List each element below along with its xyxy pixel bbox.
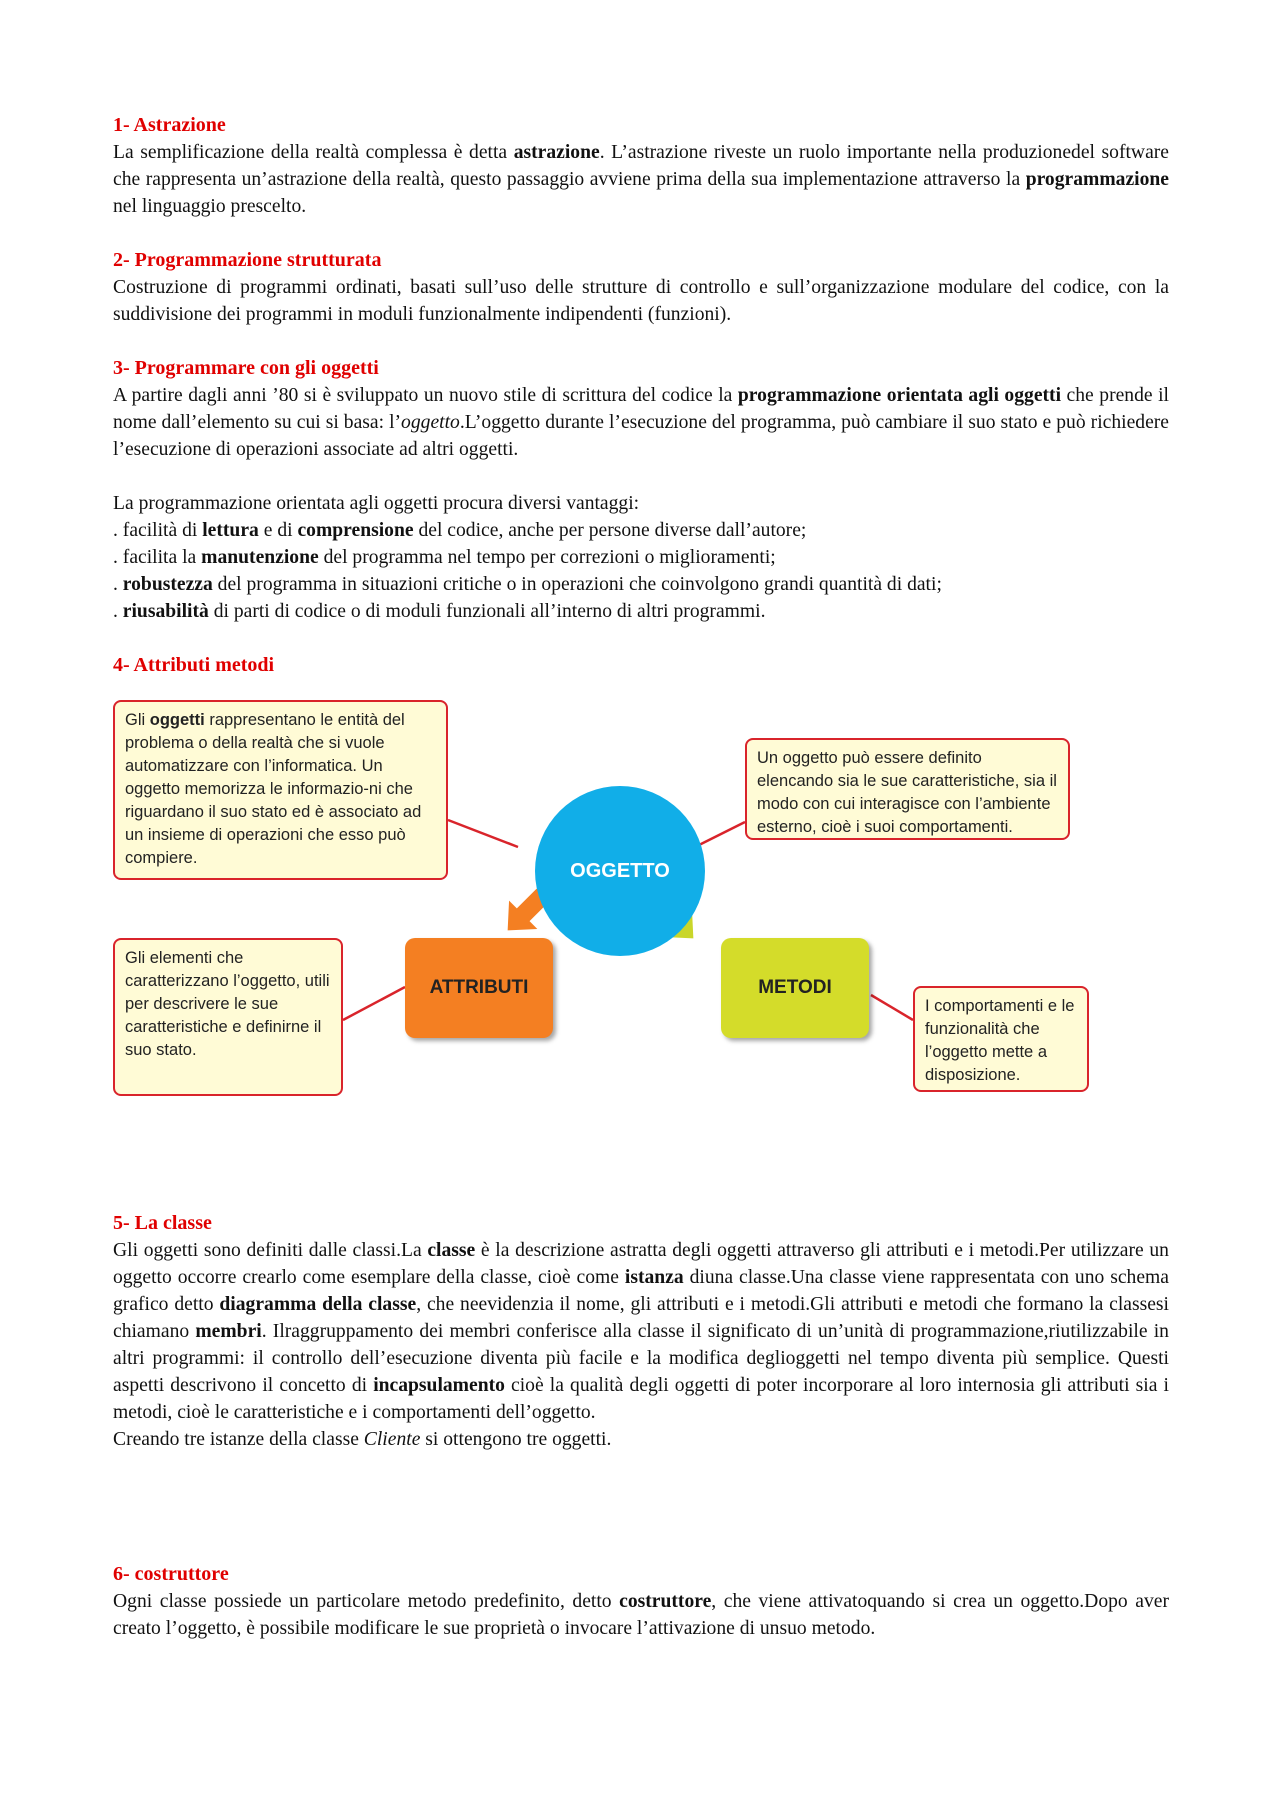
heading-programmare-oggetti: 3- Programmare con gli oggetti (113, 357, 379, 379)
connector-line (871, 995, 913, 1020)
node-attributi: ATTRIBUTI (405, 938, 553, 1038)
advantage-item: . robustezza del programma in situazioni critiche o in operazioni che coinvolgono grandi quantità di dati; (113, 574, 942, 595)
section-attributi-metodi (113, 652, 1169, 679)
heading-astrazione: 1- Astrazione (113, 114, 226, 136)
paragraph-la-classe: Gli oggetti sono definiti dalle classi.La classe è la descrizione astratta degli oggetti attraverso gli attributi e i metodi.Per utilizzare un oggetto occorre crearlo come esemplare della classe, cioè come istanza diuna classe.Una classe viene rappresentata con uno schema grafico detto diagramma della classe, che neevidenzia il nome, gli attributi e i metodi.Gli attributi e metodi che formano la classesi chiamano membri. Ilraggruppamento dei membri conferisce alla classe il significato di un’unità di programmazione,riutilizzabile in altri programmi: il controllo dell’esecuzione diventa più facile e la modifica deglioggetti nel tempo diventa più semplice. Questi aspetti descrivono il concetto di incapsulamento cioè la qualità degli oggetti di poter incorporare al loro internosia gli attributi sia i metodi, cioè le caratteristiche e i comportamenti dell’oggetto. (113, 1240, 1170, 1423)
section-costruttore (113, 1561, 1169, 1642)
document-page-lower (113, 1210, 1169, 1642)
document-page (113, 112, 1169, 679)
info-box-attributi: Gli elementi che caratterizzano l’oggetto, utili per descrivere le sue caratteristiche e definirne il suo stato. (113, 938, 343, 1096)
info-box-definizione: Un oggetto può essere definito elencando sia le sue caratteristiche, sia il modo con cui interagisce con l’ambiente esterno, cioè i suoi comportamenti. (745, 738, 1070, 840)
section-programmare-oggetti (113, 355, 1169, 625)
node-oggetto: OGGETTO (535, 786, 705, 956)
paragraph-cliente: Creando tre istanze della classe Cliente si ottengono tre oggetti. (113, 1429, 612, 1450)
section-programmazione-strutturata (113, 247, 1169, 328)
paragraph-astrazione: La semplificazione della realtà complessa è detta astrazione. L’astrazione riveste un ruolo importante nella produzionedel software che rappresenta un’astrazione della realtà, questo passaggio avviene prima della sua implementazione attraverso la programmazione nel linguaggio prescelto. (113, 142, 1169, 217)
node-metodi: METODI (721, 938, 869, 1038)
advantage-item: . facilita la manutenzione del programma nel tempo per correzioni o miglioramenti; (113, 547, 776, 568)
heading-la-classe: 5- La classe (113, 1212, 212, 1234)
info-box-oggetti: Gli oggetti rappresentano le entità del problema o della realtà che si vuole automatizzare con l’informatica. Un oggetto memorizza le informazio-ni che riguardano il suo stato ed è associato ad un insieme di operazioni che esso può compiere. (113, 700, 448, 880)
connector-line (448, 820, 518, 847)
oggetto-diagram (113, 690, 1113, 1110)
paragraph-programmare-oggetti: A partire dagli anni ’80 si è sviluppato un nuovo stile di scrittura del codice la programmazione orientata agli oggetti che prende il nome dall’elemento su cui si basa: l’oggetto.L’oggetto durante l’esecuzione del programma, può cambiare il suo stato e può richiedere l’esecuzione di operazioni associate ad altri oggetti. (113, 385, 1169, 460)
paragraph-costruttore: Ogni classe possiede un particolare metodo predefinito, detto costruttore, che viene attivatoquando si crea un oggetto.Dopo aver creato l’oggetto, è possibile modificare le sue proprietà o invocare l’attivazione di unsuo metodo. (113, 1591, 1169, 1639)
advantage-item: . riusabilità di parti di codice o di moduli funzionali all’interno di altri programmi. (113, 601, 766, 622)
heading-costruttore: 6- costruttore (113, 1563, 229, 1585)
section-la-classe (113, 1210, 1169, 1453)
section-astrazione (113, 112, 1169, 220)
advantages-intro: La programmazione orientata agli oggetti procura diversi vantaggi: (113, 493, 640, 514)
advantage-item: . facilità di lettura e di comprensione del codice, anche per persone diverse dall’autore; (113, 520, 807, 541)
connector-line (343, 987, 405, 1020)
heading-programmazione-strutturata: 2- Programmazione strutturata (113, 249, 382, 271)
paragraph-programmazione-strutturata: Costruzione di programmi ordinati, basati sull’uso delle strutture di controllo e sull’organizzazione modulare del codice, con la suddivisione dei programmi in moduli funzionalmente indipendenti (funzioni). (113, 277, 1169, 325)
heading-attributi-metodi: 4- Attributi metodi (113, 654, 275, 676)
info-box-metodi: I comportamenti e le funzionalità che l’oggetto mette a disposizione. (913, 986, 1089, 1092)
